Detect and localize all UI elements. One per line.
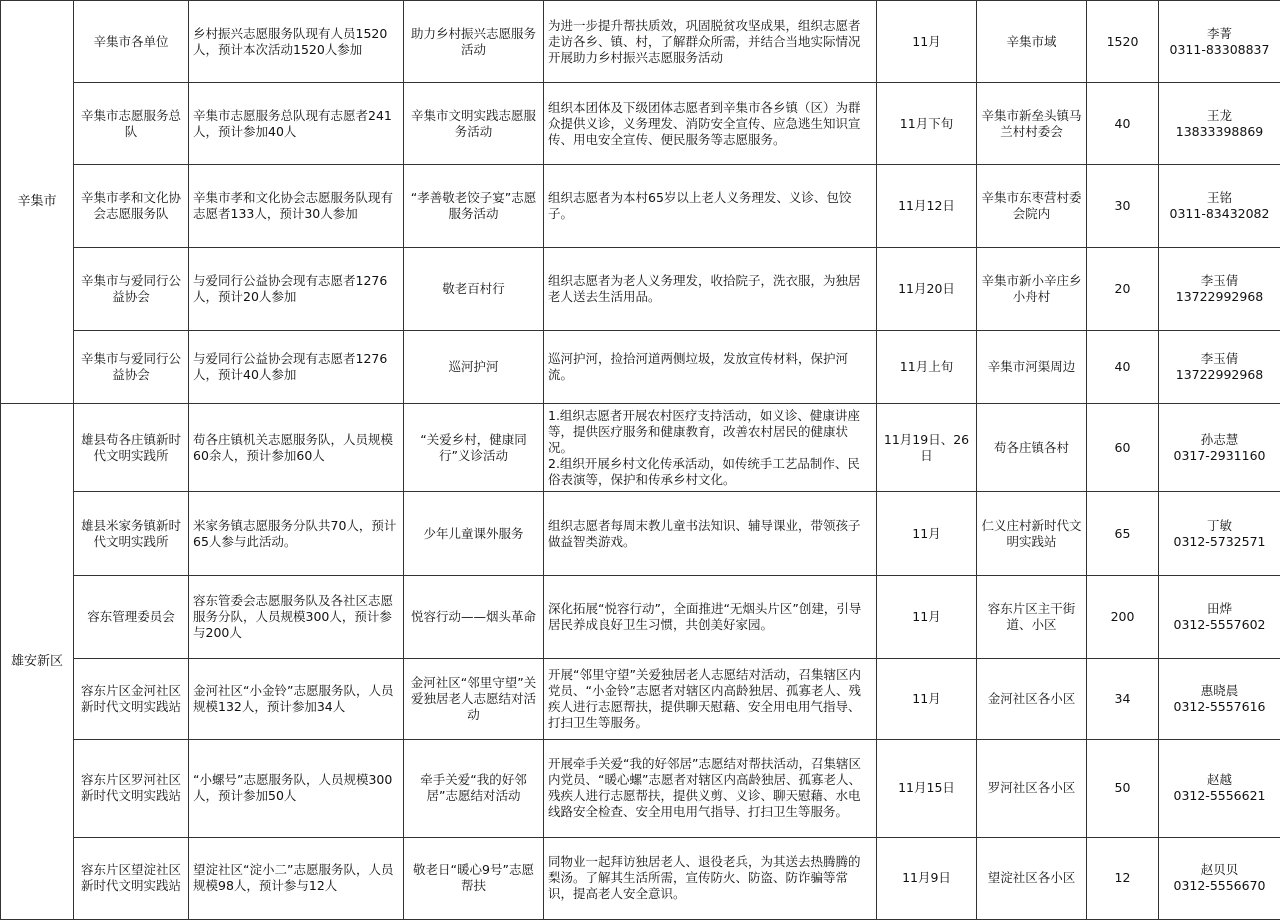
place-cell: 罗河社区各小区	[977, 739, 1087, 837]
time-cell: 11月20日	[877, 248, 977, 331]
place-cell: 望淀社区各小区	[977, 837, 1087, 919]
content-cell: 组织本团体及下级团体志愿者到辛集市各乡镇（区）为群众提供义诊，义务理发、消防安全宣传、应急逃生知识宣传、用电安全宣传、便民服务等志愿服务。	[544, 83, 877, 165]
place-cell: 金河社区各小区	[977, 658, 1087, 739]
contact-name: 王龙	[1206, 107, 1232, 123]
table-row	[1, 575, 1280, 658]
table-row	[1, 658, 1280, 739]
place-cell: 辛集市东枣营村委会院内	[977, 165, 1087, 248]
count-cell: 60	[1087, 404, 1159, 492]
contact-name: 丁敏	[1206, 517, 1232, 533]
region-cell: 雄安新区	[1, 404, 74, 920]
activity-cell: 牵手关爱“我的好邻居”志愿结对活动	[404, 739, 544, 837]
team-cell: 容东管委会志愿服务队及各社区志愿服务分队，人员规模300人，预计参与200人	[189, 575, 404, 658]
count-cell: 65	[1087, 492, 1159, 575]
org-cell: 辛集市与爱同行公益协会	[74, 331, 189, 404]
activity-cell: 金河社区“邻里守望”关爱独居老人志愿结对活动	[404, 658, 544, 739]
content-cell: 巡河护河，捡拾河道两侧垃圾，发放宣传材料，保护河流。	[544, 331, 877, 404]
org-cell: 辛集市各单位	[74, 1, 189, 83]
org-cell: 雄县米家务镇新时代文明实践所	[74, 492, 189, 575]
org-cell: 雄县苟各庄镇新时代文明实践所	[74, 404, 189, 492]
place-cell: 苟各庄镇各村	[977, 404, 1087, 492]
contact-phone: 0312-5557602	[1173, 616, 1266, 632]
contact-phone: 0311-83432082	[1169, 206, 1270, 222]
contact-name: 李菁	[1206, 25, 1232, 41]
table-row	[1, 404, 1280, 492]
count-cell: 200	[1087, 575, 1159, 658]
time-cell: 11月	[877, 492, 977, 575]
activity-cell: 悦容行动——烟头革命	[404, 575, 544, 658]
contact-phone: 0317-2931160	[1173, 447, 1266, 463]
contact-name: 赵越	[1206, 772, 1232, 788]
time-cell: 11月	[877, 1, 977, 83]
contact-cell	[1159, 404, 1280, 492]
time-cell: 11月9日	[877, 837, 977, 919]
table-row	[1, 165, 1280, 248]
team-cell: 乡村振兴志愿服务队现有人员1520人，预计本次活动1520人参加	[189, 1, 404, 83]
contact-phone: 13833398869	[1175, 123, 1264, 139]
place-cell: 仁义庄村新时代文明实践站	[977, 492, 1087, 575]
activity-cell: 巡河护河	[404, 331, 544, 404]
contact-name: 李玉倩	[1200, 351, 1239, 367]
activity-cell: 少年儿童课外服务	[404, 492, 544, 575]
count-cell: 34	[1087, 658, 1159, 739]
activity-cell: “关爱乡村，健康同行”义诊活动	[404, 404, 544, 492]
org-cell: 容东片区罗河社区新时代文明实践站	[74, 739, 189, 837]
table-row	[1, 83, 1280, 165]
count-cell: 40	[1087, 83, 1159, 165]
table-row	[1, 331, 1280, 404]
table-row	[1, 837, 1280, 919]
contact-cell	[1159, 658, 1280, 739]
place-cell: 辛集市河渠周边	[977, 331, 1087, 404]
team-cell: 辛集市孝和文化协会志愿服务队现有志愿者133人，预计30人参加	[189, 165, 404, 248]
time-cell: 11月	[877, 575, 977, 658]
time-cell: 11月12日	[877, 165, 977, 248]
activity-cell: 敬老百村行	[404, 248, 544, 331]
contact-cell	[1159, 83, 1280, 165]
count-cell: 30	[1087, 165, 1159, 248]
contact-cell	[1159, 165, 1280, 248]
count-cell: 12	[1087, 837, 1159, 919]
team-cell: 与爱同行公益协会现有志愿者1276人，预计20人参加	[189, 248, 404, 331]
time-cell: 11月上旬	[877, 331, 977, 404]
count-cell: 40	[1087, 331, 1159, 404]
contact-name: 王铭	[1206, 190, 1232, 206]
team-cell: 望淀社区“淀小二”志愿服务队，人员规模98人，预计参与12人	[189, 837, 404, 919]
team-cell: 金河社区“小金铃”志愿服务队，人员规模132人，预计参加34人	[189, 658, 404, 739]
content-cell: 深化拓展“悦容行动”，全面推进“无烟头片区”创建，引导居民养成良好卫生习惯，共创美好家园。	[544, 575, 877, 658]
contact-name: 赵贝贝	[1200, 862, 1239, 878]
contact-phone: 13722992968	[1175, 289, 1264, 305]
contact-phone: 0312-5556621	[1173, 788, 1266, 804]
contact-cell	[1159, 575, 1280, 658]
org-cell: 容东片区金河社区新时代文明实践站	[74, 658, 189, 739]
place-cell: 辛集市新垒头镇马兰村村委会	[977, 83, 1087, 165]
content-cell: 开展牵手关爱“我的好邻居”志愿结对帮扶活动，召集辖区内党员、“暖心螺”志愿者对辖区内高龄独居、孤寡老人、残疾人进行志愿帮扶，提供义剪、义诊、聊天慰藉、水电线路安全检查、安全用电用气指导、打扫卫生等服务。	[544, 739, 877, 837]
activity-cell: 辛集市文明实践志愿服务活动	[404, 83, 544, 165]
contact-name: 孙志慧	[1200, 431, 1239, 447]
contact-phone: 13722992968	[1175, 367, 1264, 383]
content-cell: 组织志愿者为老人义务理发，收拾院子，洗衣服，为独居老人送去生活用品。	[544, 248, 877, 331]
content-cell: 同物业一起拜访独居老人、退役老兵，为其送去热腾腾的梨汤。了解其生活所需，宣传防火、防盗、防诈骗等常识，提高老人安全意识。	[544, 837, 877, 919]
table-row	[1, 492, 1280, 575]
contact-cell	[1159, 837, 1280, 919]
contact-name: 惠晓晨	[1200, 682, 1239, 698]
contact-phone: 0312-5556670	[1173, 878, 1266, 894]
contact-cell	[1159, 492, 1280, 575]
contact-cell	[1159, 331, 1280, 404]
place-cell: 容东片区主干街道、小区	[977, 575, 1087, 658]
team-cell: 辛集市志愿服务总队现有志愿者241人，预计参加40人	[189, 83, 404, 165]
time-cell: 11月	[877, 658, 977, 739]
place-cell: 辛集市新小辛庄乡小舟村	[977, 248, 1087, 331]
contact-phone: 0312-5732571	[1173, 533, 1266, 549]
activity-cell: “孝善敬老饺子宴”志愿服务活动	[404, 165, 544, 248]
contact-cell	[1159, 248, 1280, 331]
count-cell: 20	[1087, 248, 1159, 331]
table-row	[1, 739, 1280, 837]
content-cell: 开展“邻里守望”关爱独居老人志愿结对活动，召集辖区内党员、“小金铃”志愿者对辖区内高龄独居、孤寡老人、残疾人进行志愿帮扶，提供聊天慰藉、安全用电用气指导、打扫卫生等服务。	[544, 658, 877, 739]
team-cell: 与爱同行公益协会现有志愿者1276人，预计40人参加	[189, 331, 404, 404]
activity-cell: 助力乡村振兴志愿服务活动	[404, 1, 544, 83]
content-cell: 1.组织志愿者开展农村医疗支持活动，如义诊、健康讲座等，提供医疗服务和健康教育，改善农村居民的健康状况。 2.组织开展乡村文化传承活动，如传统手工艺品制作、民俗表演等，保护和传承乡村文化。	[544, 404, 877, 492]
team-cell: 苟各庄镇机关志愿服务队，人员规模60余人，预计参加60人	[189, 404, 404, 492]
table-row	[1, 248, 1280, 331]
place-cell: 辛集市域	[977, 1, 1087, 83]
contact-cell	[1159, 739, 1280, 837]
contact-phone: 0311-83308837	[1169, 41, 1270, 57]
team-cell: 米家务镇志愿服务分队共70人，预计65人参与此活动。	[189, 492, 404, 575]
content-cell: 为进一步提升帮扶质效，巩固脱贫攻坚成果，组织志愿者走访各乡、镇、村，了解群众所需，并结合当地实际情况开展助力乡村振兴志愿服务活动	[544, 1, 877, 83]
contact-cell	[1159, 1, 1280, 83]
contact-name: 田烨	[1206, 600, 1232, 616]
count-cell: 1520	[1087, 1, 1159, 83]
table-row	[1, 1, 1280, 83]
region-cell: 辛集市	[1, 1, 74, 404]
org-cell: 辛集市志愿服务总队	[74, 83, 189, 165]
time-cell: 11月19日、26日	[877, 404, 977, 492]
count-cell: 50	[1087, 739, 1159, 837]
org-cell: 容东管理委员会	[74, 575, 189, 658]
contact-phone: 0312-5557616	[1173, 698, 1266, 714]
table-body	[1, 1, 1280, 920]
time-cell: 11月下旬	[877, 83, 977, 165]
content-cell: 组织志愿者每周末教儿童书法知识、辅导课业，带领孩子做益智类游戏。	[544, 492, 877, 575]
org-cell: 容东片区望淀社区新时代文明实践站	[74, 837, 189, 919]
team-cell: “小螺号”志愿服务队，人员规模300人，预计参加50人	[189, 739, 404, 837]
contact-name: 李玉倩	[1200, 273, 1239, 289]
time-cell: 11月15日	[877, 739, 977, 837]
org-cell: 辛集市与爱同行公益协会	[74, 248, 189, 331]
activity-cell: 敬老日“暖心9号”志愿帮扶	[404, 837, 544, 919]
org-cell: 辛集市孝和文化协会志愿服务队	[74, 165, 189, 248]
content-cell: 组织志愿者为本村65岁以上老人义务理发、义诊、包饺子。	[544, 165, 877, 248]
